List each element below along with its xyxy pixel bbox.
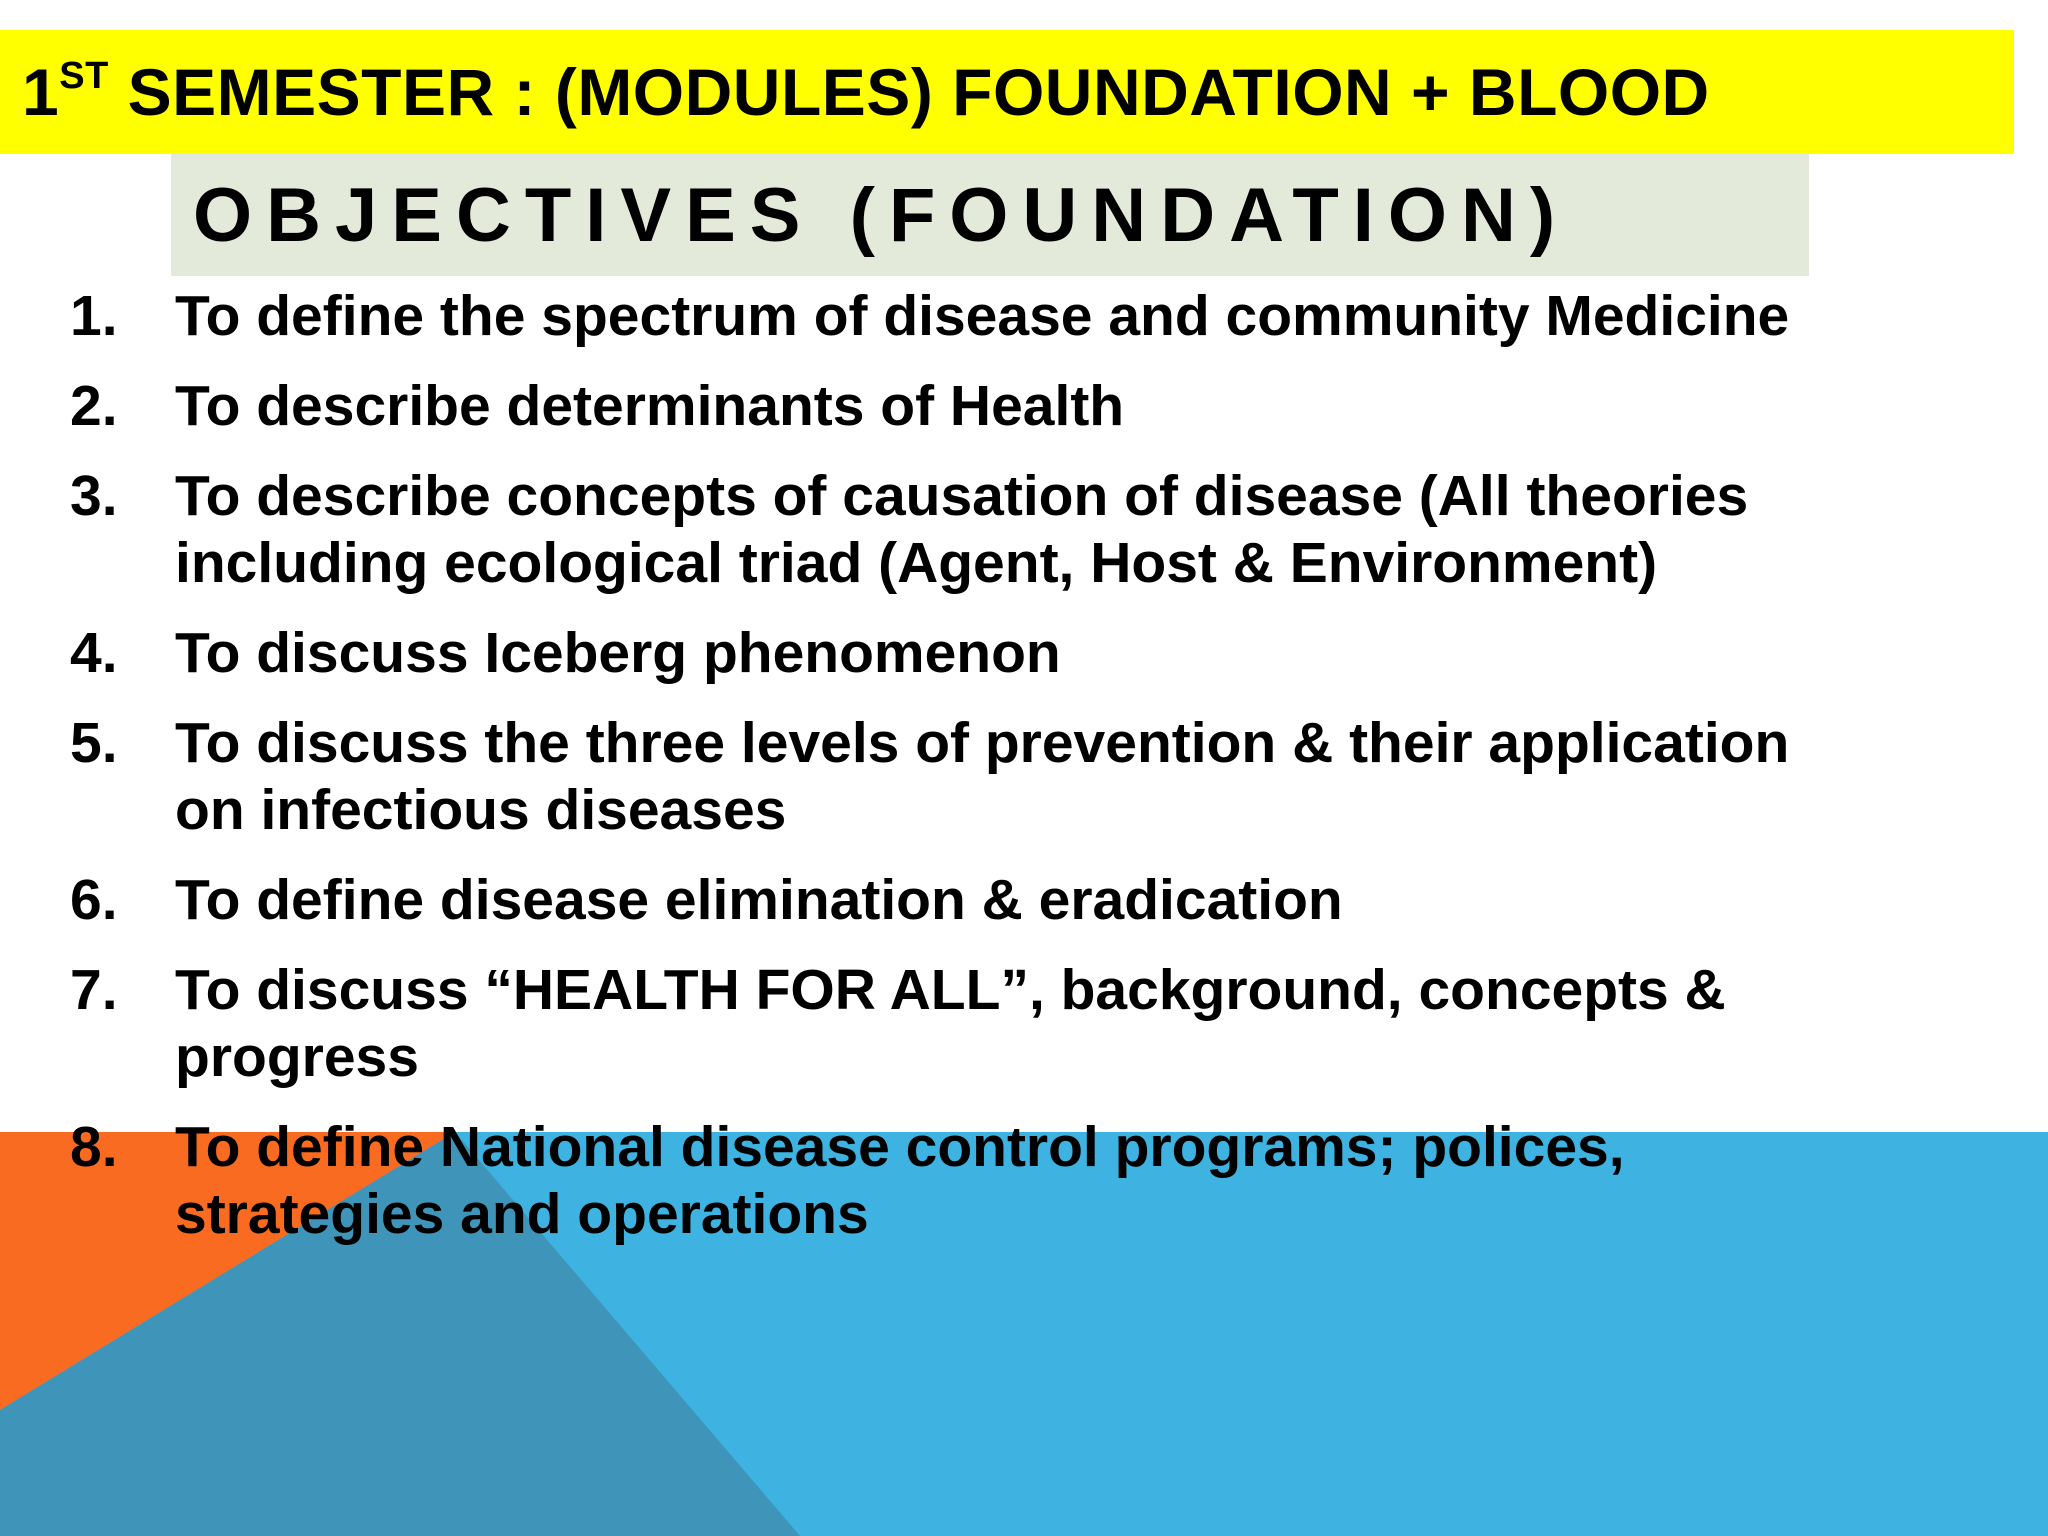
item-number: 8. [70,1115,118,1179]
objective-item [70,710,2010,844]
header-superscript: ST [59,55,109,97]
objective-item [70,957,2010,1091]
header-prefix: 1 [22,55,60,129]
objectives-title-box [171,154,1809,276]
objective-item [70,283,2010,350]
item-number: 6. [70,868,118,932]
item-text: To discuss Iceberg phenomenon [175,621,1061,685]
item-text: To discuss “HEALTH FOR ALL”, background, concepts & progress [175,958,1726,1089]
objectives-title: OBJECTIVES (FOUNDATION) [193,172,1570,258]
item-text: To describe determinants of Health [175,374,1125,438]
objective-item [70,867,2010,934]
objective-item [70,620,2010,687]
item-number: 4. [70,621,118,685]
item-text: To define the spectrum of disease and community Medicine [175,284,1790,348]
item-text: To define National disease control programs; polices, strategies and operations [175,1115,1625,1246]
header-banner [0,30,2014,154]
item-text: To discuss the three levels of prevention & their application on infectious diseases [175,711,1790,842]
objective-item [70,1114,2010,1248]
item-number: 3. [70,464,118,528]
objective-item [70,463,2010,597]
item-number: 5. [70,711,118,775]
item-text: To describe concepts of causation of disease (All theories including ecological triad (Agent, Host & Environment) [175,464,1749,595]
item-number: 2. [70,374,118,438]
header-title-text: SEMESTER : (MODULES) FOUNDATION + BLOOD [108,55,1710,129]
header-title [22,54,1710,130]
item-text: To define disease elimination & eradication [175,868,1343,932]
objective-item [70,373,2010,440]
item-number: 7. [70,958,118,1022]
objectives-list [70,283,2010,1271]
item-number: 1. [70,284,118,348]
